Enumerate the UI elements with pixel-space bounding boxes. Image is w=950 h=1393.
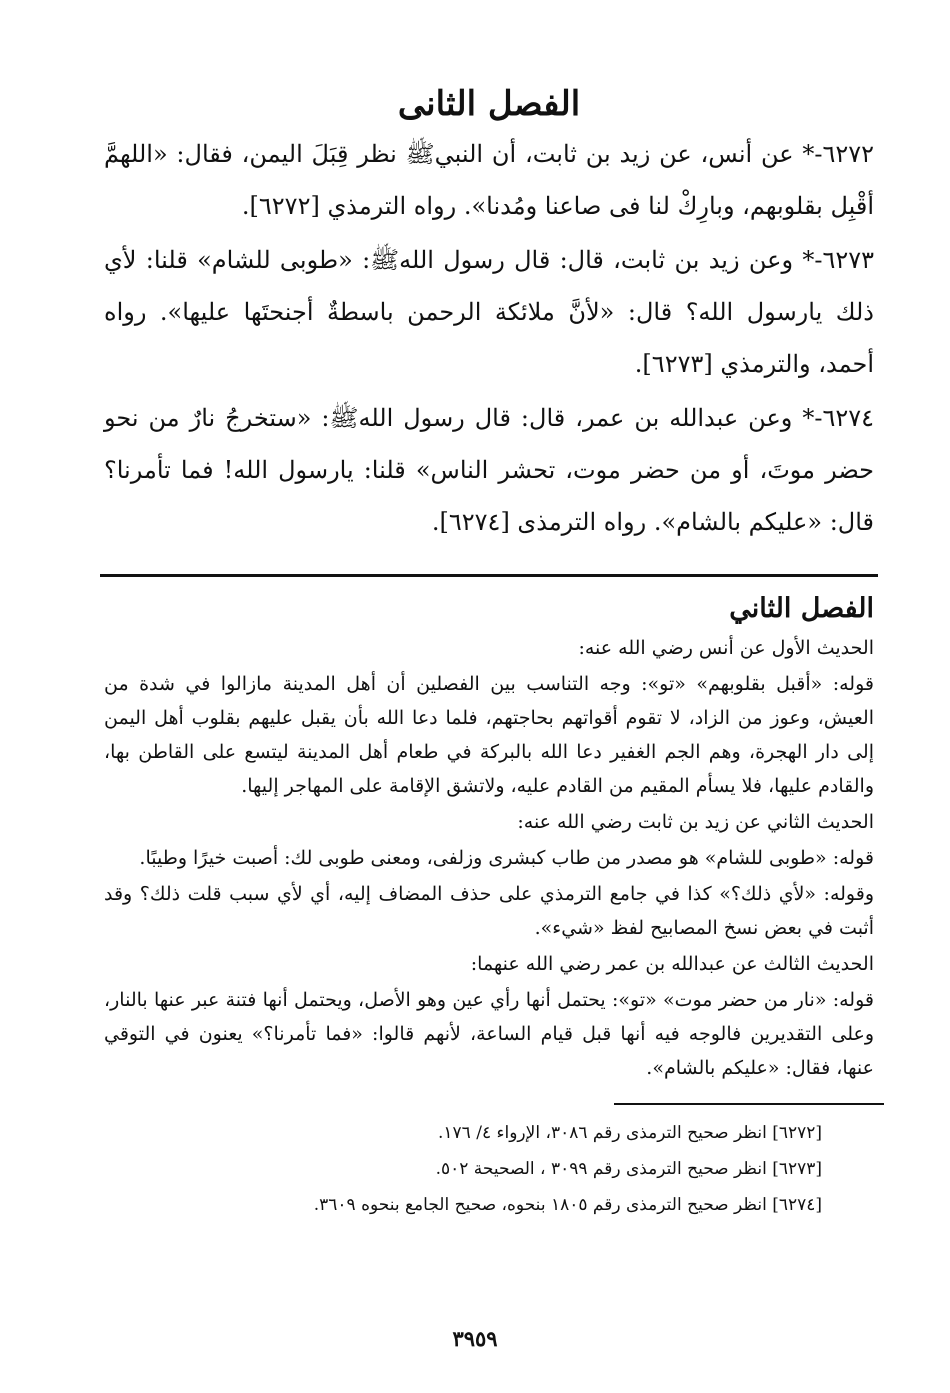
commentary-title: الفصل الثاني: [729, 593, 874, 624]
commentary-paragraph: وقوله: «لأي ذلك؟» كذا في جامع الترمذي على حذف المضاف إليه، أي لأي سبب قلت ذلك؟ وقد أثبت في بعض نسخ المصابيح لفظ «شيء».: [104, 883, 874, 939]
commentary-heading-1: الحديث الأول عن أنس رضي الله عنه:: [578, 637, 874, 659]
footnote-6274: [٦٢٧٤] انظر صحيح الترمذى رقم ١٨٠٥ بنحوه، صحيح الجامع بنحوه ٣٦٠٩.: [313, 1195, 822, 1215]
commentary-heading-2: الحديث الثاني عن زيد بن ثابت رضي الله عنه:: [517, 811, 874, 833]
page-number: ٣٩٥٩: [452, 1326, 498, 1351]
commentary-heading-3: الحديث الثالث عن عبدالله بن عمر رضي الله عنهما:: [470, 953, 874, 975]
footnotes: [104, 1115, 874, 1223]
footnote-6273: [٦٢٧٣] انظر صحيح الترمذى رقم ٣٠٩٩ ، الصحيحة ٥٠٢.: [435, 1159, 822, 1179]
footnote-6272: [٦٢٧٢] انظر صحيح الترمذى رقم ٣٠٨٦، الإرواء ٤/ ١٧٦.: [438, 1123, 822, 1143]
commentary-paragraph: قوله: «أقبل بقلوبهم» «تو»: وجه التناسب بين الفصلين أن أهل المدينة مازالوا في شدة من العيش، وعوز من الزاد، لا تقوم أقواتهم بحاجتهم، فلما دعا الله بأن يقبل عليهم بقلوب أهل اليمن إلى دار الهجرة، وهم الجم الغفير دعا الله بالبركة في طعام أهل المدينة ليتسع على القاطن بها، والقادم عليها، فلا يسأم المقيم من القادم عليه، ولاتشق الإقامة على المهاجر إليها.: [104, 673, 874, 797]
section-divider: [100, 574, 878, 577]
hadith-6274: ٦٢٧٤-* وعن عبدالله بن عمر، قال: قال رسول اللهﷺ: «ستخرجُ نارٌ من نحو حضر موتَ، أو من حضر موت، تحشر الناس» قلنا: يارسول الله! فما تأمرنا؟ قال: «عليكم بالشام». رواه الترمذى [٦٢٧٤].: [104, 404, 874, 536]
hadith-list: [104, 128, 874, 548]
commentary-paragraph: قوله: «طوبى للشام» هو مصدر من طاب كبشرى وزلفى، ومعنى طوبى لك: أصبت خيرًا وطيبًا.: [139, 847, 874, 869]
hadith-6273: ٦٢٧٣-* وعن زيد بن ثابت، قال: قال رسول اللهﷺ: «طوبى للشام» قلنا: لأي ذلك يارسول الله؟ قال: «لأنَّ ملائكة الرحمن باسطةٌ أجنحتَها عليها». رواه أحمد، والترمذي [٦٢٧٣].: [104, 246, 874, 378]
commentary-paragraph: قوله: «نار من حضر موت» «تو»: يحتمل أنها رأي عين وهو الأصل، ويحتمل أنها فتنة عبر عنها بالنار، وعلى التقديرين فالوجه فيه أنها قبل قيام الساعة، لأنهم قالوا: «فما تأمرنا؟» يعنون في التوقي عنها، فقال: «عليكم بالشام».: [104, 989, 874, 1079]
footnote-rule: [614, 1103, 884, 1105]
hadith-6272: ٦٢٧٢-* عن أنس، عن زيد بن ثابت، أن النبيﷺ نظر قِبَلَ اليمن، فقال: «اللهمَّ أقْبِل بقلوبهم، وبارِكْ لنا فى صاعنا ومُدنا». رواه الترمذي [٦٢٧٢].: [104, 140, 874, 220]
commentary: [104, 587, 874, 1085]
section-title: الفصل الثانى: [397, 84, 581, 124]
